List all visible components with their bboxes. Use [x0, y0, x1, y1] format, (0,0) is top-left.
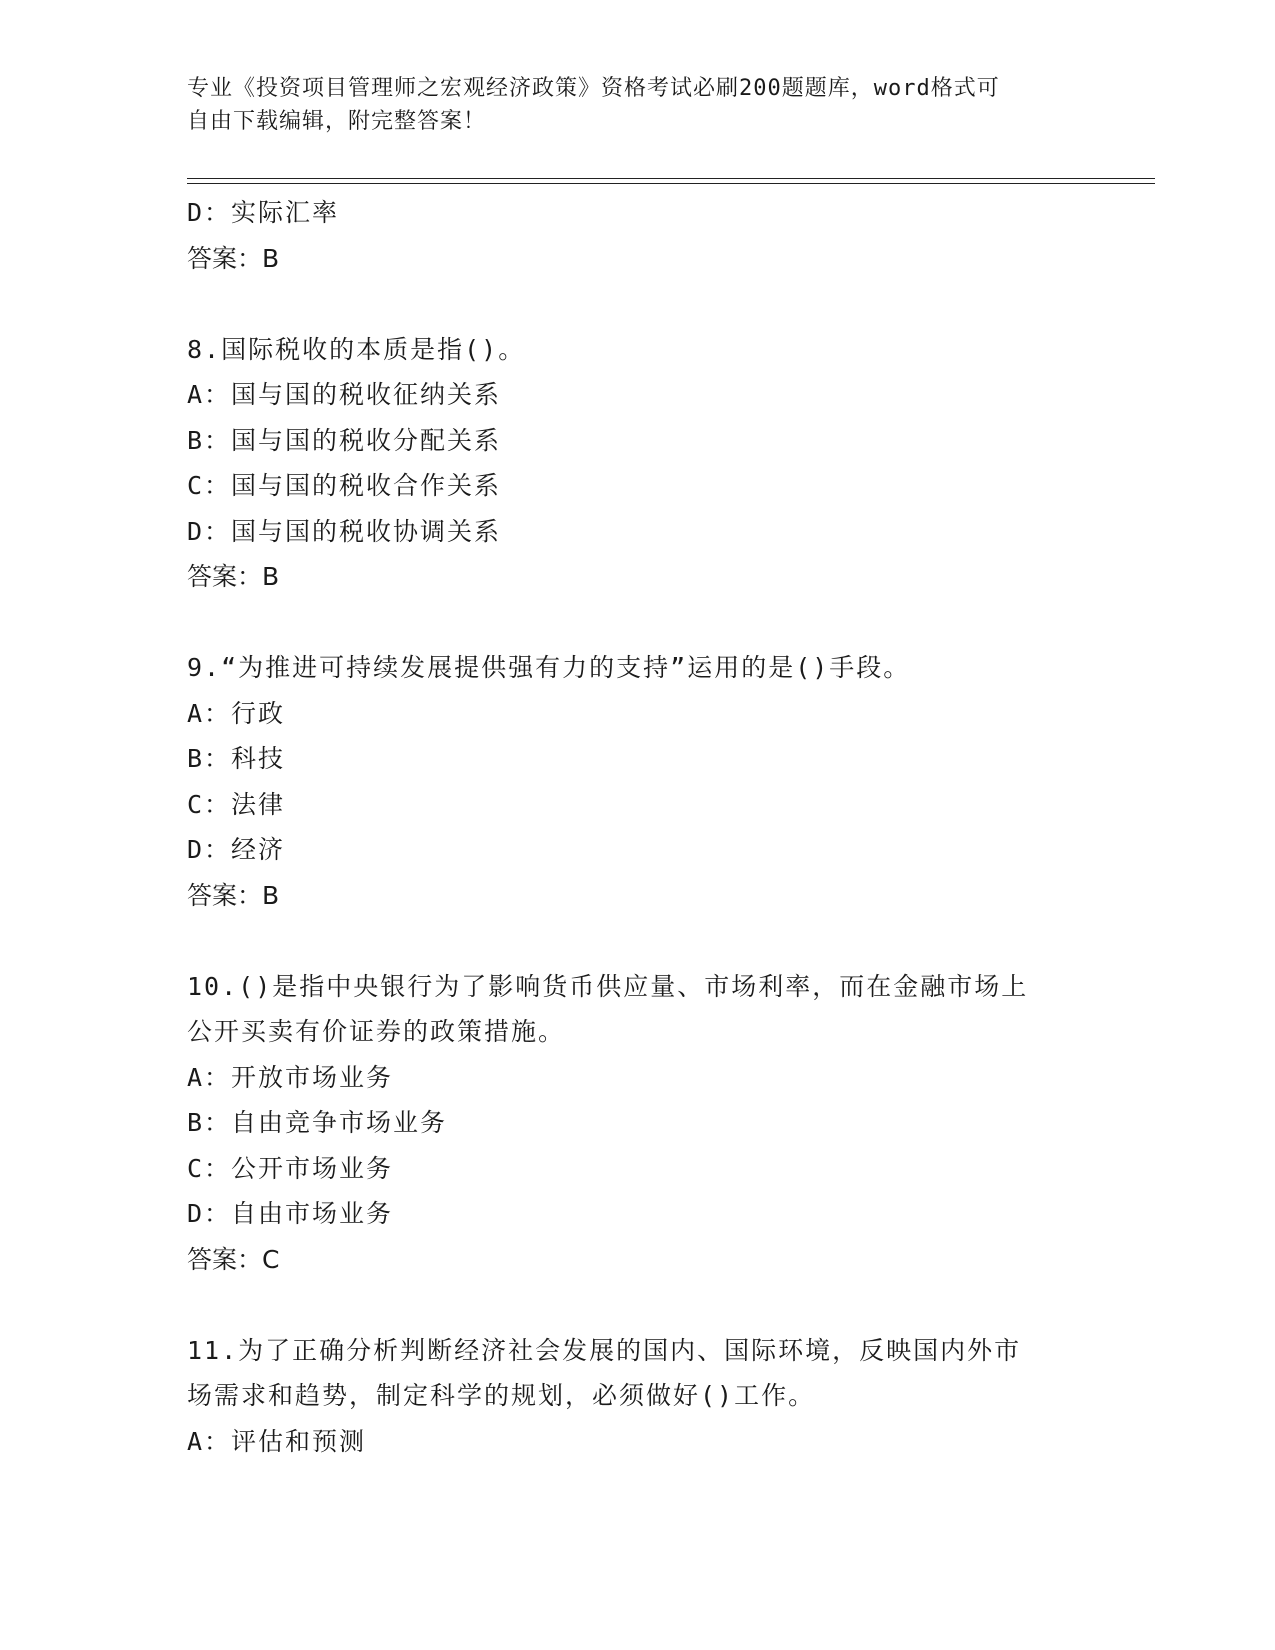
option-a: A：国与国的税收征纳关系 — [187, 380, 502, 409]
question-stem-line-1: 10.()是指中央银行为了影响货币供应量、市场利率，而在金融市场上 — [187, 971, 1029, 1001]
header-title-line-2: 自由下载编辑，附完整答案！ — [187, 109, 487, 134]
answer-line: 答案：C — [187, 1244, 280, 1274]
option-d: D：国与国的税收协调关系 — [187, 516, 502, 546]
answer-line: 答案：B — [187, 880, 280, 910]
option-a: A：评估和预测 — [187, 1426, 367, 1456]
question-stem: 9.“为推进可持续发展提供强有力的支持”运用的是()手段。 — [187, 653, 911, 682]
header-divider-bottom — [187, 183, 1155, 184]
question-8 — [187, 327, 1087, 600]
question-9 — [187, 645, 1087, 918]
option-d: D：经济 — [187, 835, 286, 864]
question-11 — [187, 1328, 1087, 1465]
spacer — [187, 281, 1087, 327]
option-c: C：国与国的税收合作关系 — [187, 471, 502, 500]
header-title-line-1: 专业《投资项目管理师之宏观经济政策》资格考试必刷200题题库，word格式可 — [187, 76, 1000, 101]
option-c: C：法律 — [187, 789, 286, 819]
spacer — [187, 600, 1087, 646]
question-stem-line-2: 公开买卖有价证券的政策措施。 — [187, 1017, 566, 1046]
option-c: C：公开市场业务 — [187, 1153, 394, 1183]
header-divider-top — [187, 178, 1155, 179]
option-b: B：自由竞争市场业务 — [187, 1108, 448, 1137]
question-stem-line-2: 场需求和趋势，制定科学的规划，必须做好()工作。 — [187, 1381, 816, 1410]
option-d: D：自由市场业务 — [187, 1199, 394, 1228]
option-a: A：开放市场业务 — [187, 1062, 394, 1092]
question-10 — [187, 964, 1087, 1283]
spacer — [187, 918, 1087, 964]
option-b: B：国与国的税收分配关系 — [187, 425, 502, 455]
question-stem: 8.国际税收的本质是指()。 — [187, 334, 526, 364]
option-b: B：科技 — [187, 744, 286, 773]
option-d: D：实际汇率 — [187, 198, 340, 227]
spacer — [187, 1282, 1087, 1328]
question-list — [187, 190, 1087, 1464]
document-header — [187, 72, 1067, 138]
answer-line: 答案：B — [187, 243, 280, 273]
option-a: A：行政 — [187, 698, 286, 728]
answer-line: 答案：B — [187, 562, 280, 591]
question-stem-line-1: 11.为了正确分析判断经济社会发展的国内、国际环境，反映国内外市 — [187, 1335, 1022, 1365]
